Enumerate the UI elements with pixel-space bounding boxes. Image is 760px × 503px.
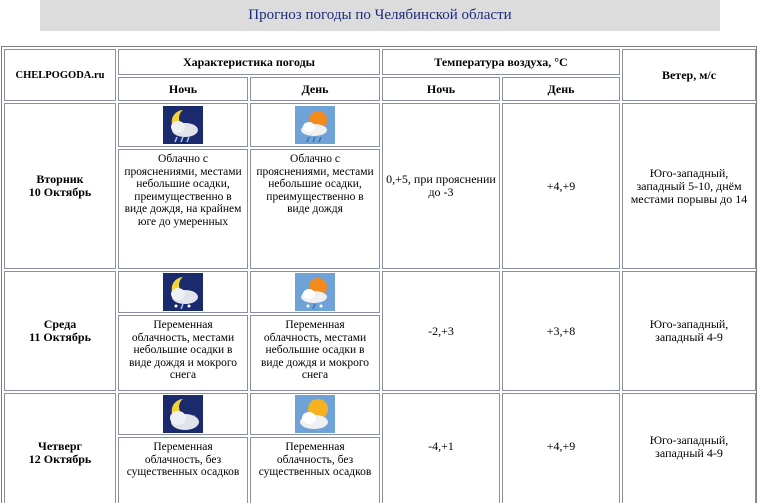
moon-cloud-rain-icon	[163, 106, 203, 144]
date: 11 Октябрь	[29, 330, 91, 344]
wind-1: Юго-западный, западный 5-10, днём местами порывы до 14	[622, 103, 756, 269]
temp-night-1: 0,+5, при прояснении до -3	[382, 103, 500, 269]
sun-cloud-icon	[295, 395, 335, 433]
weather-night-header: Ночь	[118, 77, 248, 101]
site-name-cell	[4, 49, 116, 101]
weekday: Среда	[43, 317, 77, 331]
date: 12 Октябрь	[28, 452, 92, 466]
day-icon-cell-2	[250, 271, 380, 313]
wind-header: Ветер, м/с	[622, 49, 756, 101]
wind-3: Юго-западный, западный 4-9	[622, 393, 756, 503]
weekday: Вторник	[36, 172, 84, 186]
temp-day-3: +4,+9	[502, 393, 620, 503]
day-description-2: Переменная облачность, местами небольшие осадки в виде дождя и мокрого снега	[250, 315, 380, 391]
title-bar	[40, 0, 720, 31]
wind-2: Юго-западный, западный 4-9	[622, 271, 756, 391]
temp-day-header: День	[502, 77, 620, 101]
temp-night-2: -2,+3	[382, 271, 500, 391]
moon-cloud-rain-icon	[163, 273, 203, 311]
day-description-1: Облачно с прояснениями, местами небольшие осадки, преимущественно в виде дождя	[250, 149, 380, 269]
weather-header: Характеристика погоды	[118, 49, 380, 75]
sun-cloud-rain-icon	[295, 273, 335, 311]
day-label-1	[4, 103, 116, 269]
weather-day-header: День	[250, 77, 380, 101]
forecast-table	[1, 46, 757, 503]
site-name: CHELPOGODA.ru	[15, 69, 105, 81]
night-description-1: Облачно с прояснениями, местами небольшие осадки, преимущественно в виде дождя, на крайнем юге до умеренных	[118, 149, 248, 269]
date: 10 Октябрь	[28, 185, 92, 199]
temp-night-3: -4,+1	[382, 393, 500, 503]
day-icon-cell-1	[250, 103, 380, 147]
sun-cloud-rain-icon	[295, 106, 335, 144]
night-description-2: Переменная облачность, местами небольшие осадки в виде дождя и мокрого снега	[118, 315, 248, 391]
night-icon-cell-2	[118, 271, 248, 313]
day-icon-cell-3	[250, 393, 380, 435]
night-icon-cell-3	[118, 393, 248, 435]
weekday: Четверг	[38, 439, 82, 453]
day-label-2	[4, 271, 116, 391]
temperature-header: Температура воздуха, °С	[382, 49, 620, 75]
page-title: Прогноз погоды по Челябинской области	[248, 7, 512, 23]
day-label-3	[4, 393, 116, 503]
night-description-3: Переменная облачность, без существенных осадков	[118, 437, 248, 503]
temp-day-2: +3,+8	[502, 271, 620, 391]
moon-cloud-icon	[163, 395, 203, 433]
temp-night-header: Ночь	[382, 77, 500, 101]
temp-day-1: +4,+9	[502, 103, 620, 269]
night-icon-cell-1	[118, 103, 248, 147]
day-description-3: Переменная облачность, без существенных осадков	[250, 437, 380, 503]
